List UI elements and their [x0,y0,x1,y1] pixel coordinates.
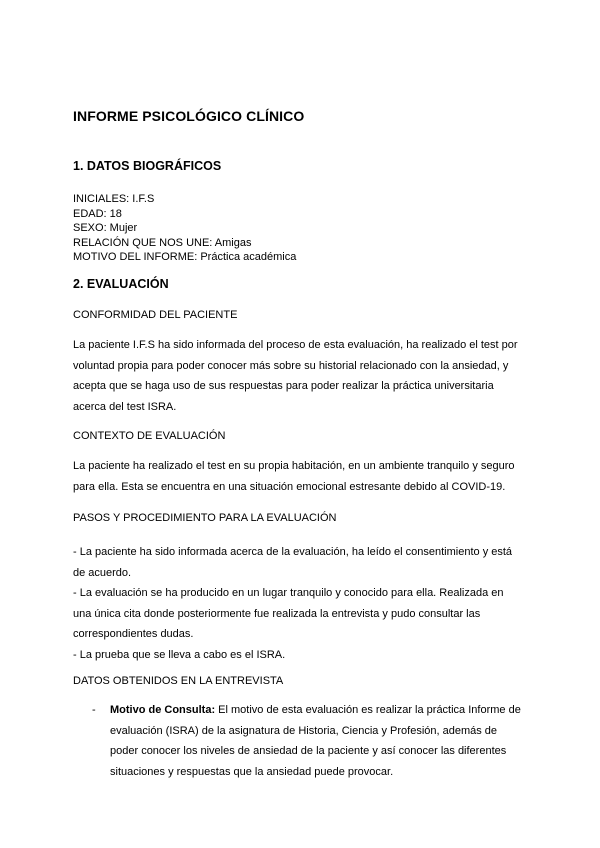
initials-line: INICIALES: I.F.S [73,193,155,205]
paragraph-line: para ella. Esta se encuentra en una situación emocional estresante debido al COVID-19. [73,480,506,493]
bullet-motivo-consulta [110,700,530,782]
subheading-contexto: CONTEXTO DE EVALUACIÓN [73,430,226,442]
age-line: EDAD: 18 [73,207,122,220]
paragraph-contexto [73,456,533,497]
subheading-entrevista: DATOS OBTENIDOS EN LA ENTREVISTA [73,675,284,687]
bullet-marker: - [92,704,96,716]
section-heading-evaluacion: 2. EVALUACIÓN [73,277,169,291]
paragraph-line: de acuerdo. [73,566,132,579]
paragraph-line: acerca del test ISRA. [73,400,177,413]
subheading-pasos: PASOS Y PROCEDIMIENTO PARA LA EVALUACIÓN [73,512,337,524]
bullet-first-line [110,700,530,721]
paragraph-line: La paciente I.F.S ha sido informada del proceso de esta evaluación, ha realizado el test por [73,339,518,351]
bullet-label: Motivo de Consulta: [110,704,216,716]
bullet-line: El motivo de esta evaluación es realizar la práctica Informe de [215,704,521,716]
paragraph-line: - La paciente ha sido informada acerca de la evaluación, ha leído el consentimiento y está [73,546,513,558]
paragraph-conformidad [73,335,533,417]
paragraph-line: acepta que se haga uso de sus respuestas para poder realizar la práctica universitaria [73,380,494,392]
paragraph-line: - La prueba que se lleva a cabo es el ISRA. [73,648,286,661]
document-title: INFORME PSICOLÓGICO CLÍNICO [73,108,305,124]
biographic-data-block [73,192,296,265]
bullet-line: situaciones y respuestas que la ansiedad puede provocar. [110,765,394,778]
subheading-conformidad: CONFORMIDAD DEL PACIENTE [73,309,238,321]
paragraph-line: voluntad propia para poder conocer más sobre su historial relacionado con la ansiedad, y [73,359,509,372]
paragraph-pasos [73,542,533,665]
paragraph-line: La paciente ha realizado el test en su propia habitación, en un ambiente tranquilo y seguro [73,460,515,472]
report-reason-line: MOTIVO DEL INFORME: Práctica académica [73,251,297,263]
paragraph-line: una única cita donde posteriormente fue realizada la entrevista y pudo consultar las [73,607,481,620]
bullet-line: evaluación (ISRA) de la asignatura de Historia, Ciencia y Profesión, además de [110,724,498,737]
sex-line: SEXO: Mujer [73,222,138,234]
paragraph-line: - La evaluación se ha producido en un lugar tranquilo y conocido para ella. Realizada en [73,587,504,599]
relationship-line: RELACIÓN QUE NOS UNE: Amigas [73,236,252,249]
bullet-line: poder conocer los niveles de ansiedad de la paciente y así conocer las diferentes [110,745,507,757]
paragraph-line: correspondientes dudas. [73,628,194,640]
section-heading-datos-biograficos: 1. DATOS BIOGRÁFICOS [73,159,222,173]
